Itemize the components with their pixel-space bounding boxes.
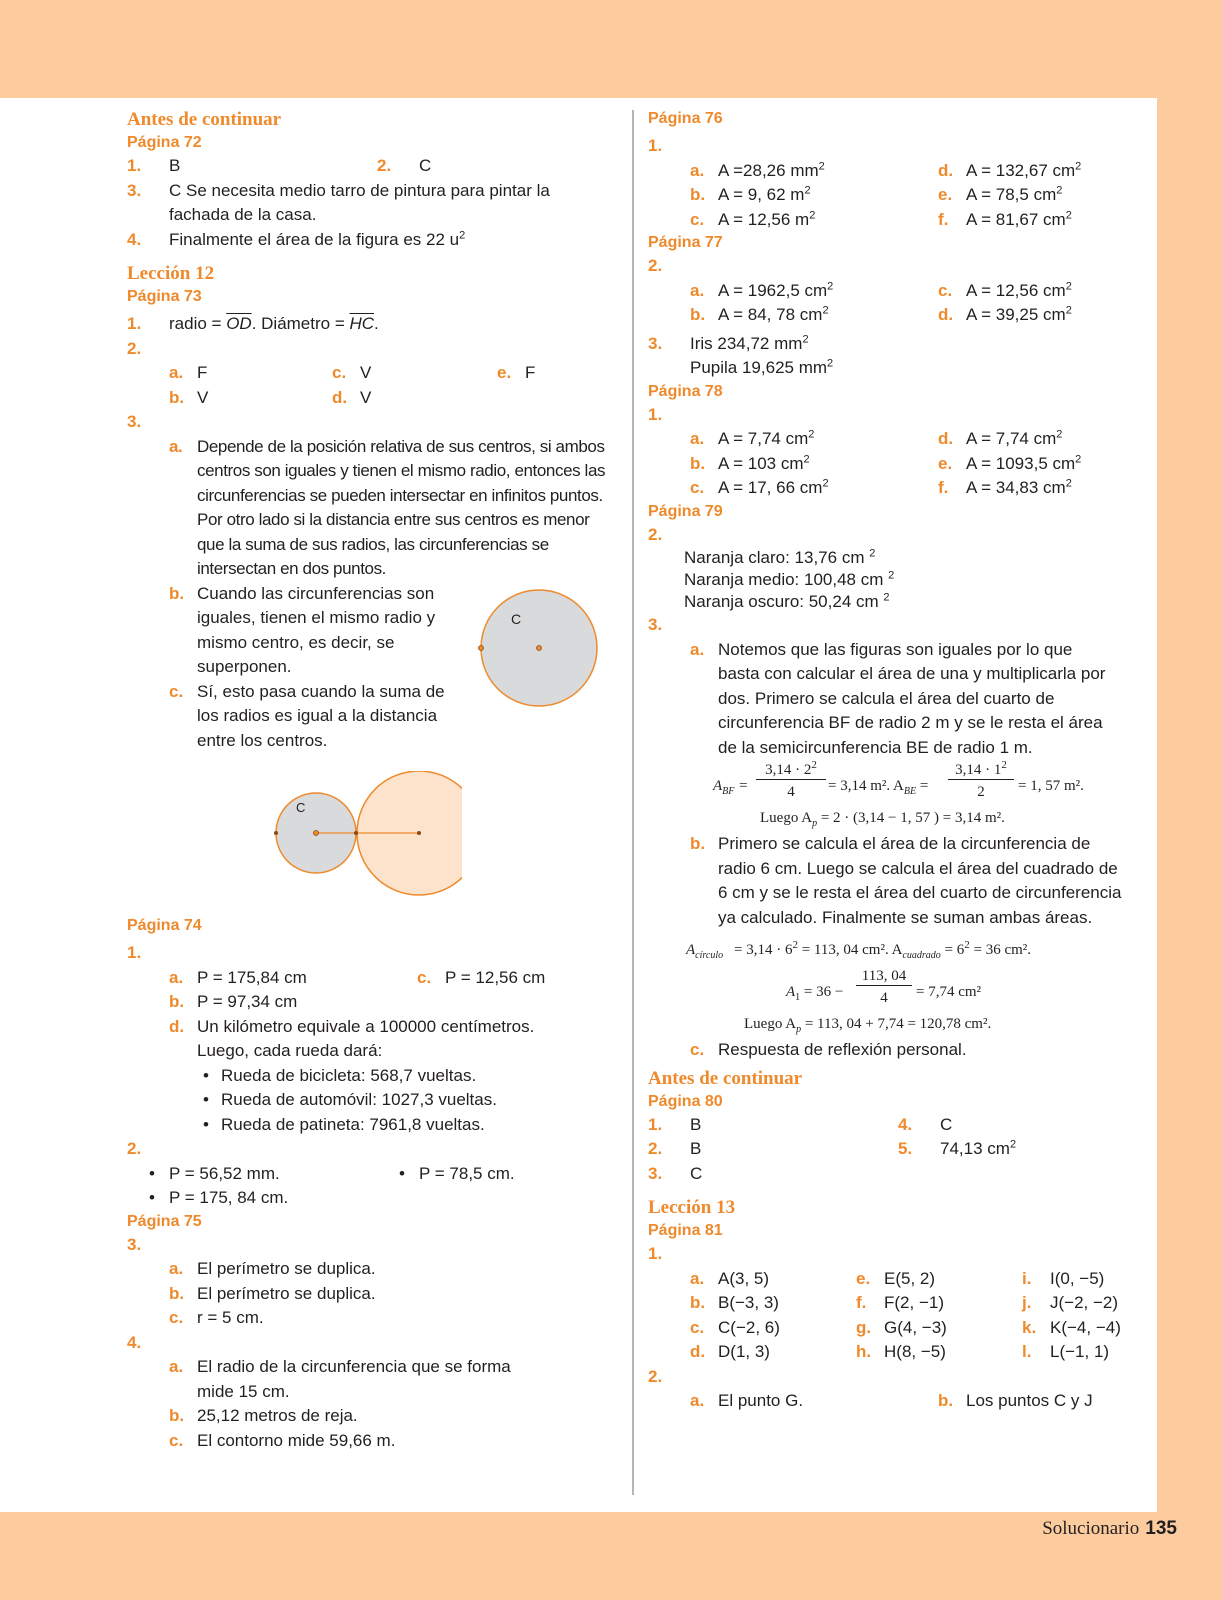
section-title-leccion-13: Lección 13 (648, 1197, 736, 1218)
answer-row: c. r = 5 cm. (127, 1306, 607, 1331)
answer-row: b. 25,12 metros de reja. (127, 1404, 607, 1429)
section-title-antes: Antes de continuar (127, 109, 282, 130)
answer-text: Sí, esto pasa cuando la suma de los radios es igual a la distancia entre los centros. (197, 681, 445, 750)
answer-text: El perímetro se duplica. (197, 1283, 376, 1303)
answer-row: b. El perímetro se duplica. (127, 1282, 607, 1307)
answer-text: B (169, 156, 181, 175)
page (0, 98, 1157, 1512)
answer-row: d. Un kilómetro equivale a 100000 centímetros. Luego, cada rueda dará: (169, 1016, 535, 1060)
answer-text: . (374, 314, 379, 333)
formula-text: 113, 04 (856, 968, 912, 986)
answer-text: V (360, 363, 372, 382)
page-footer (1042, 1518, 1177, 1540)
answer-row: Naranja claro: 13,76 cm $^2$ (684, 547, 876, 567)
answer-text: C(−2, 6) (718, 1317, 780, 1337)
formula-sub: BE (903, 786, 917, 797)
point-marker (479, 646, 484, 651)
circle-label: C (511, 611, 522, 627)
answer-row: 1. B 4. C (648, 1113, 1148, 1138)
answer-text: V (197, 387, 209, 407)
answer-text: Cuando las circunferencias son iguales, tienen el mismo radio y mismo centro, es decir, se superponen. (197, 583, 436, 676)
segment-od: $\overline{OD}$ (226, 314, 252, 333)
answer-row: a. El perímetro se duplica. (127, 1257, 607, 1282)
answer-text: P = 97,34 cm (197, 992, 298, 1011)
answer-text: A = 132,67 cm (966, 160, 1076, 180)
answer-text: A = 17, 66 cm (718, 478, 823, 497)
answer-text: A = 9, 62 m (718, 185, 805, 204)
answer-text: Pupila 19,625 mm (690, 358, 828, 377)
answer-row: a. El punto G. b. Los puntos C y J (648, 1389, 1148, 1414)
answer-text: El punto G. (718, 1391, 804, 1410)
answer-row: c. Respuesta de reflexión personal. (648, 1038, 1148, 1063)
bullet-text: Rueda de patineta: 7961,8 vueltas. (221, 1114, 485, 1134)
formula-sub: p (796, 1024, 802, 1035)
answer-text: A = 12,56 m (718, 209, 810, 229)
answer-text: B(−3, 3) (718, 1293, 779, 1312)
formula-text: = 36 cm². (973, 942, 1032, 958)
formula-sub: 1 (795, 992, 801, 1003)
answer-text: r = 5 cm. (197, 1308, 264, 1327)
answer-text: A = 7,74 cm (718, 429, 809, 448)
formula-text: = 36 − (803, 984, 844, 1000)
bullet-item: • Rueda de bicicleta: 568,7 vueltas. (127, 1064, 607, 1089)
answer-text: A = 7,74 cm (966, 429, 1057, 448)
center-marker (314, 831, 319, 836)
bullet-item: • P = 175, 84 cm. (127, 1186, 607, 1211)
answer-text: Naranja claro: 13,76 cm (684, 548, 865, 567)
formula-text: 4 (880, 990, 888, 1006)
answer-row: 4. Finalmente el área de la figura es 22 $u^2$ (127, 228, 466, 249)
formula-ap (648, 1012, 1148, 1038)
bullet-text: P = 78,5 cm. (419, 1163, 515, 1183)
answer-row: 2. (127, 338, 142, 358)
answer-row: 1. radio = $\overline{OD}$. Diámetro = $\overline{HC}$. (127, 314, 379, 333)
answer-row: b. Primero se calcula el área de la circunferencia de radio 6 cm. Luego se calcula el área del cuadrado de 6 cm y se le resta el área del cuarto de circunferencia ya calculado. Finalmente se suman ambas áreas. (690, 834, 1122, 927)
answer-text: Primero se calcula el área de la circunferencia de radio 6 cm. Luego se calcula el área del cuadrado de 6 cm y se le resta el área del cuarto de circunferencia ya calculado. Finalmente se suman ambas áreas. (718, 834, 1122, 927)
answer-text: A = 1093,5 cm (966, 453, 1076, 473)
answer-text: radio = (169, 314, 227, 333)
answer-row: 4. (127, 1332, 142, 1352)
answer-text: Respuesta de reflexión personal. (718, 1040, 967, 1059)
answer-row: 2. (648, 524, 663, 544)
answer-text: Un kilómetro equivale a 100000 centímetros. Luego, cada rueda dará: (197, 1016, 535, 1060)
answer-text: L(−1, 1) (1050, 1342, 1110, 1361)
answer-text: . Diámetro = (251, 314, 350, 333)
answer-row: b. A = 103 $cm^2$ e. A = 1093,5 $cm^2$ (690, 452, 1082, 473)
right-column (648, 108, 1148, 1414)
answer-row: c. Sí, esto pasa cuando la suma de los radios es igual a la distancia entre los centros. (169, 681, 445, 750)
answer-text: F (197, 363, 208, 382)
answer-row: 3. Iris 234,72 $mm^2$ (648, 332, 809, 353)
answer-row: c. A = 17, 66 $cm^2$ f. A = 34,83 $cm^2$ (690, 477, 1072, 497)
formula-sub: cuadrado (902, 950, 941, 961)
answer-text: P = 175,84 cm (197, 967, 307, 987)
left-column (127, 108, 607, 1453)
formula-text: Luego A (744, 1016, 797, 1032)
segment-hc: $\overline{HC}$ (349, 314, 375, 333)
formula-circle-square: $A_{círculo}$ = $3,14 \cdot 6^2 = 113$, 04 cm². $A_{cuadrado} = 6^2 = 36$ cm². (686, 939, 1032, 961)
answer-text: Los puntos C y J (966, 1391, 1093, 1410)
answer-text: A =28,26 mm (718, 160, 819, 180)
page-ref-76: Página 76 (648, 110, 723, 127)
answer-text: 74,13 cm (940, 1139, 1010, 1158)
answer-text: P = 12,56 cm (445, 967, 546, 987)
answer-text: A = 34,83 cm (966, 478, 1066, 497)
formula-text: = 3,14 · 6 (734, 942, 793, 958)
answer-row: b. B(−3, 3) f. F(2, −1) j. J(−2, −2) (648, 1291, 1148, 1316)
bullet-item: • Rueda de patineta: 7961,8 vueltas. (127, 1113, 607, 1138)
answer-row: b. V d. V (127, 386, 607, 411)
answer-row: a. A = 7,74 $cm^2$ d. A = 7,74 $cm^2$ (690, 428, 1063, 448)
page-number: 135 (1145, 1518, 1177, 1539)
answer-row: 2. (648, 256, 663, 275)
section-title-antes: Antes de continuar (648, 1067, 803, 1089)
answer-text: Notemos que las figuras son iguales por lo que basta con calcular el área de una y multiplicarla por dos. Primero se calcula el área del cuarto de circunferencia BF de radio 2 m y se le resta el área de la semicircunferencia BE de radio 1 m. (718, 639, 1106, 757)
answer-row: a. A = 1962,5 $cm^2$ c. A = 12,56 $cm^2$ (690, 279, 1072, 300)
answer-text: E(5, 2) (884, 1268, 936, 1288)
answer-row: c. El contorno mide 59,66 m. (127, 1429, 607, 1454)
column-divider (632, 110, 634, 1495)
formula-text: = 1, 57 m². (1018, 778, 1084, 794)
answer-text: C (690, 1163, 703, 1183)
answer-text: A = 78,5 cm (966, 185, 1057, 204)
answer-row: 1. B 2. C (127, 154, 607, 179)
answer-row: 1. (648, 1244, 663, 1263)
answer-row: 3. (127, 412, 142, 431)
answer-text: A = 103 cm (718, 453, 804, 473)
circle-label: C (296, 800, 306, 815)
answer-text: F (525, 363, 536, 382)
answer-text: El perímetro se duplica. (197, 1259, 376, 1278)
formula-text: = 113, 04 + 7,74 = 120,78 cm². (804, 1016, 992, 1032)
answer-row: a. F c. V e. F (127, 361, 607, 386)
answer-row: 1. (648, 136, 663, 155)
formula-text: 3,14 · 2 (765, 762, 812, 778)
answer-row: a. A =28,26 $mm^2$ d. A = 132,67 $cm^2$ (690, 159, 1082, 180)
answer-text: C (940, 1114, 953, 1134)
formula-text: 3,14 · 1 (955, 762, 1002, 778)
answer-text: A = 39,25 cm (966, 305, 1066, 324)
answer-row: Naranja medio: 100,48 cm $^2$ (684, 569, 895, 589)
formula-area-p (648, 808, 1148, 832)
answer-text: El radio de la circunferencia que se forma mide 15 cm. (197, 1357, 511, 1401)
formula-text: A (786, 984, 796, 1000)
answer-text: El contorno mide 59,66 m. (197, 1430, 396, 1450)
bullet-text: P = 175, 84 cm. (169, 1188, 289, 1207)
section-title-leccion-12: Lección 12 (127, 263, 215, 284)
page-ref-81: Página 81 (648, 1222, 723, 1239)
answer-text: Naranja medio: 100,48 cm (684, 570, 884, 589)
page-ref-79: Página 79 (648, 502, 723, 520)
answer-row: a. Notemos que las figuras son iguales por lo que basta con calcular el área de una y multiplicarla por dos. Primero se calcula el área del cuarto de circunferencia BF de radio 2 m y se le resta el área de la semicircunferencia BE de radio 1 m. (690, 639, 1106, 757)
answer-text: J(−2, −2) (1050, 1293, 1119, 1312)
answer-text: A = 1962,5 cm (718, 280, 828, 300)
answer-text: G(4, −3) (884, 1317, 947, 1337)
answer-row: 2. (127, 1139, 142, 1158)
answer-text: Iris 234,72 mm (690, 333, 803, 353)
formula-text: = 2 · (3,14 − 1, 57 ) = 3,14 m². (820, 810, 1005, 826)
answer-row: a. El radio de la circunferencia que se forma mide 15 cm. (169, 1357, 511, 1401)
answer-text: A(3, 5) (718, 1268, 770, 1288)
answer-text: C (419, 156, 432, 175)
answer-row: b. Cuando las circunferencias son iguales, tienen el mismo radio y mismo centro, es decir, se superponen. (169, 583, 436, 676)
circle-figure-superposed (477, 586, 602, 711)
answer-text: A = 12,56 cm (966, 280, 1066, 300)
formula-text: = 6 (944, 942, 965, 958)
page-ref-80: Página 80 (648, 1092, 723, 1110)
formula-text: = 3,14 m². A (828, 778, 904, 794)
answer-row: c. A = 12,56 $m^2$ f. A = 81,67 $cm^2$ (690, 208, 1072, 229)
page-ref-78: Página 78 (648, 382, 723, 400)
answer-row: 3. C Se necesita medio tarro de pintura para pintar la fachada de la casa. (127, 180, 550, 224)
answer-row: 2. (648, 1366, 663, 1386)
answer-row: c. C(−2, 6) g. G(4, −3) k. K(−4, −4) (648, 1316, 1148, 1341)
answer-text: V (360, 387, 372, 407)
formula-sub: círculo (695, 950, 724, 961)
formula-text: 2 (977, 784, 985, 800)
page-ref-72: Página 72 (127, 134, 202, 151)
bullet-item: • P = 56,52 mm. • P = 78,5 cm. (127, 1162, 607, 1187)
bullet-text: Rueda de bicicleta: 568,7 vueltas. (221, 1065, 477, 1085)
bullet-text: P = 56,52 mm. (169, 1163, 280, 1183)
formula-text: = 113, 04 cm². A (801, 942, 903, 958)
bullet-item: • Rueda de automóvil: 1027,3 vueltas. (127, 1088, 607, 1113)
bullet-text: Rueda de automóvil: 1027,3 vueltas. (221, 1090, 497, 1109)
answer-text: A = 84, 78 cm (718, 305, 823, 324)
answer-text: K(−4, −4) (1050, 1317, 1121, 1337)
page-ref-75: Página 75 (127, 1212, 202, 1230)
answer-text: B (690, 1139, 702, 1158)
answer-row: 2. B 5. 74,13 $cm^2$ (648, 1137, 1148, 1162)
answer-row: Naranja oscuro: 50,24 cm $^2$ (684, 591, 890, 611)
answer-row: b. P = 97,34 cm (127, 990, 607, 1015)
answer-row: 3. (127, 1234, 142, 1254)
answer-text: F(2, −1) (884, 1293, 944, 1312)
answer-row: 1. (127, 943, 142, 962)
answer-row: a. Depende de la posición relativa de sus centros, si ambos centros son iguales y tienen el mismo radio, entonces las circunferencias se pueden intersectar en infinitos puntos. Por otro lado si la distancia entre sus centros es menor que la suma de sus radios, las circunferencias se intersectan en dos puntos. (169, 436, 606, 578)
footer-label: Solucionario (1042, 1518, 1140, 1539)
answer-text: D(1, 3) (718, 1342, 770, 1361)
answer-text: B (690, 1114, 702, 1134)
answer-row: Pupila 19,625 $mm^2$ (690, 357, 834, 377)
answer-text: I(0, −5) (1050, 1268, 1105, 1288)
page-ref-74: Página 74 (127, 917, 202, 934)
answer-row: d. D(1, 3) h. H(8, −5) l. L(−1, 1) (648, 1340, 1148, 1365)
answer-row: a. A(3, 5) e. E(5, 2) i. I(0, −5) (648, 1267, 1148, 1292)
answer-text: A = 81,67 cm (966, 209, 1066, 229)
page-ref-77: Página 77 (648, 234, 723, 251)
answer-text: Naranja oscuro: 50,24 cm (684, 592, 879, 611)
answer-row: a. P = 175,84 cm c. P = 12,56 cm (127, 966, 607, 991)
page-ref-73: Página 73 (127, 288, 202, 305)
formula-text: Luego A (760, 810, 813, 826)
answer-text: H(8, −5) (884, 1342, 946, 1361)
answer-text: Finalmente el área de la figura es 22 u (169, 229, 460, 249)
answer-row: 3. (648, 615, 663, 634)
answer-text: C Se necesita medio tarro de pintura para pintar la fachada de la casa. (169, 180, 550, 224)
formula-area-bf: $A_{BF}$ = $3,14 \cdot 2^2$ 4 = 3,14 m². $A_{BE}$ = $3,14 \cdot 1^2$ 2 = 1, 57 m². (713, 759, 1084, 800)
point-marker (274, 831, 278, 835)
answer-text: Depende de la posición relativa de sus centros, si ambos centros son iguales y tienen el mismo radio, entonces las circunferencias se pueden intersectar en infinitos puntos. Por otro lado si la distancia entre sus centros es menor que la suma de sus radios, las circunferencias se intersectan en dos puntos. (197, 436, 606, 578)
answer-row: b. A = 84, 78 $cm^2$ d. A = 39,25 $cm^2$ (690, 304, 1072, 324)
answer-text: 25,12 metros de reja. (197, 1406, 358, 1425)
answer-row: 3. C (648, 1162, 1148, 1187)
center-marker (417, 831, 421, 835)
formula-sub: p (812, 818, 818, 829)
answer-row: 1. (648, 404, 663, 424)
formula-a1 (648, 968, 1148, 1012)
formula-text: A (686, 942, 696, 958)
formula-text: = 7,74 cm² (916, 984, 982, 1000)
tangent-point (354, 831, 358, 835)
answer-row: b. A = 9, 62 $m^2$ e. A = 78,5 $cm^2$ (690, 184, 1063, 204)
circle-figure-tangent (272, 771, 462, 901)
center-marker (537, 646, 542, 651)
formula-text: 4 (787, 784, 795, 800)
